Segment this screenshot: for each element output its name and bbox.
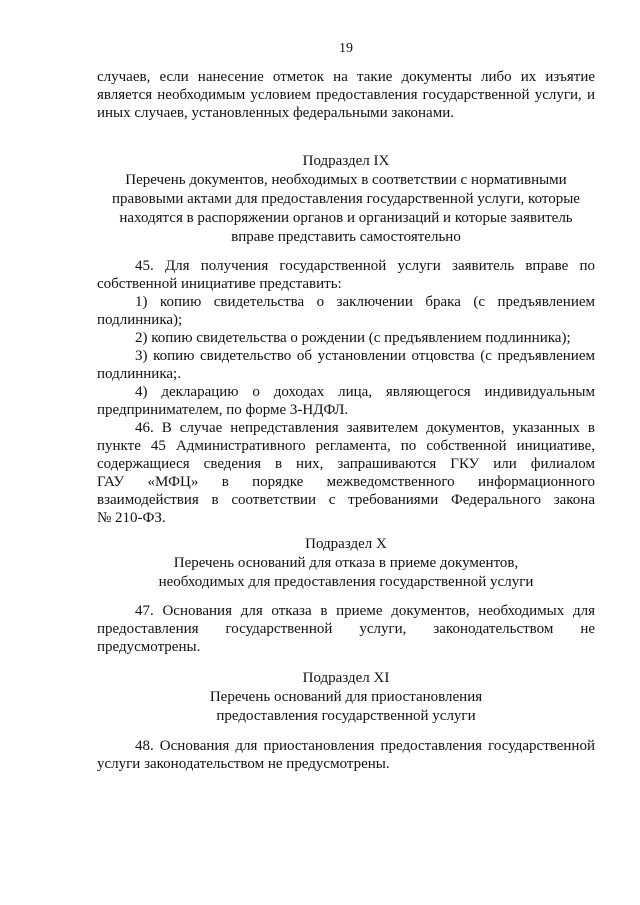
subsection-ix-line-4: вправе представить самостоятельно bbox=[231, 229, 461, 245]
paragraph-46 bbox=[97, 419, 595, 527]
paragraph-47 bbox=[97, 602, 595, 656]
subsection-xi-title: Подраздел XI bbox=[302, 670, 390, 686]
subsection-ix-heading bbox=[97, 152, 595, 247]
p46-line-3: содержащиеся сведения в них, запрашиваются ГКУ или филиалом bbox=[97, 456, 595, 472]
subsection-xi-line-2: предоставления государственной услуги bbox=[216, 708, 476, 724]
p46-line-2: пункте 45 Административного регламента, по собственной инициативе, bbox=[97, 438, 595, 454]
subsection-xi-heading bbox=[97, 669, 595, 726]
p47-line-2: предоставления государственной услуги, законодательством не bbox=[97, 621, 595, 637]
intro-line-1: случаев, если нанесение отметок на такие документы либо их изъятие bbox=[97, 69, 595, 85]
p47-line-3: предусмотрены. bbox=[97, 639, 201, 655]
p45-line-1: 45. Для получения государственной услуги заявитель вправе по bbox=[135, 258, 595, 274]
p45-line-2: собственной инициативе представить: bbox=[97, 276, 342, 292]
subsection-x-line-2: необходимых для предоставления государственной услуги bbox=[158, 574, 534, 590]
p48-line-2: услуги законодательством не предусмотрены. bbox=[97, 756, 390, 772]
p45-item-3-line-1: 3) копию свидетельство об установлении отцовства (с предъявлением bbox=[135, 348, 595, 364]
p45-item-4-line-2: предпринимателем, по форме 3-НДФЛ. bbox=[97, 402, 349, 418]
p46-line-5: взаимодействия в соответствии с требованиями Федерального закона bbox=[97, 492, 595, 508]
p45-item-1-line-2: подлинника); bbox=[97, 312, 183, 328]
page-number: 19 bbox=[339, 41, 353, 56]
p46-line-1: 46. В случае непредставления заявителем документов, указанных в bbox=[135, 420, 595, 436]
p46-line-4: ГАУ «МФЦ» в порядке межведомственного информационного bbox=[97, 474, 595, 490]
p45-item-4-line-1: 4) декларацию о доходах лица, являющегося индивидуальным bbox=[135, 384, 595, 400]
p48-line-1: 48. Основания для приостановления предоставления государственной bbox=[135, 738, 595, 754]
paragraph-45 bbox=[97, 257, 595, 419]
p47-line-1: 47. Основания для отказа в приеме документов, необходимых для bbox=[135, 603, 595, 619]
p45-item-1-line-1: 1) копию свидетельства о заключении брака (с предъявлением bbox=[135, 294, 595, 310]
intro-line-2: является необходимым условием предоставления государственной услуги, и bbox=[97, 87, 595, 103]
intro-line-3: иных случаев, установленных федеральными законами. bbox=[97, 105, 454, 121]
subsection-ix-line-3: находятся в распоряжении органов и организаций и которые заявитель bbox=[119, 210, 573, 226]
p45-item-2: 2) копию свидетельства о рождении (с предъявлением подлинника); bbox=[135, 330, 571, 346]
p46-line-6: № 210-ФЗ. bbox=[97, 510, 166, 526]
paragraph-48 bbox=[97, 737, 595, 773]
subsection-ix-line-1: Перечень документов, необходимых в соответствии с нормативными bbox=[125, 172, 567, 188]
subsection-xi-line-1: Перечень оснований для приостановления bbox=[209, 689, 483, 705]
intro-paragraph bbox=[97, 68, 595, 122]
subsection-x-title: Подраздел X bbox=[305, 536, 387, 552]
p45-item-3-line-2: подлинника;. bbox=[97, 366, 181, 382]
subsection-x-line-1: Перечень оснований для отказа в приеме документов, bbox=[173, 555, 519, 571]
subsection-ix-title: Подраздел IX bbox=[302, 153, 390, 169]
subsection-ix-line-2: правовыми актами для предоставления государственной услуги, которые bbox=[112, 191, 580, 207]
subsection-x-heading bbox=[97, 535, 595, 592]
